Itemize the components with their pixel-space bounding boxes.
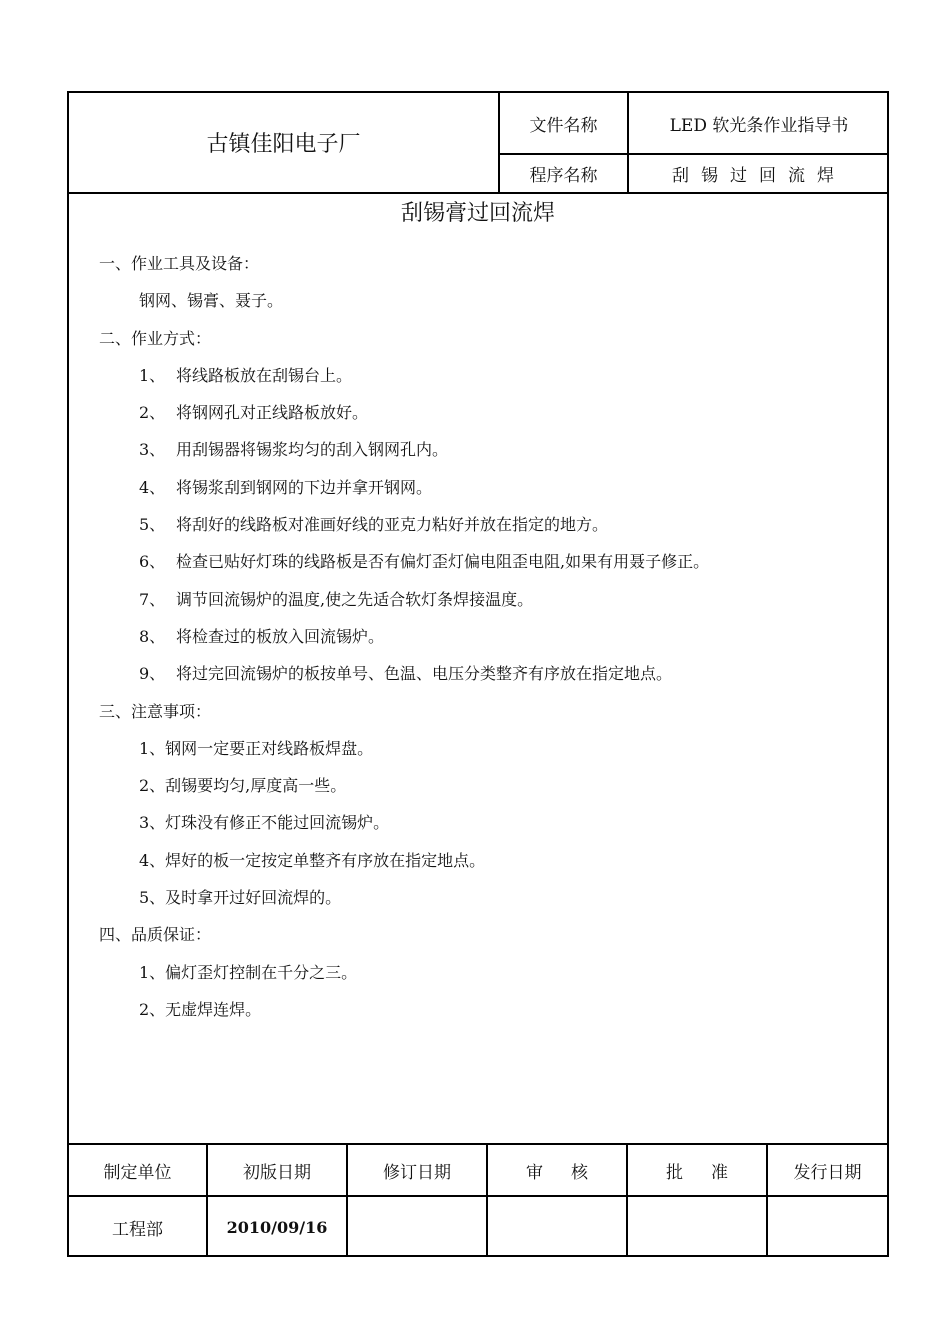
section-heading: 四、品质保证： [99,925,212,945]
step-number: 7、 [139,589,166,609]
step-number: 6、 [139,552,166,572]
note-item: 1、钢网一定要正对线路板焊盘。 [139,738,374,758]
document-title: 刮锡膏过回流焊 [400,201,555,226]
file-name-label: 文件名称 [500,93,629,155]
step-item [99,618,859,655]
value-approve [628,1197,768,1257]
header-release-date: 发行日期 [768,1145,887,1197]
value-issuing-unit: 工程部 [69,1197,208,1257]
section-heading: 三、注意事项： [99,701,212,721]
step-number: 3、 [139,440,166,460]
value-revision-date [348,1197,488,1257]
tools-list: 钢网、锡膏、聂子。 [139,291,284,311]
value-release-date [768,1197,887,1257]
step-text: 将锡浆刮到钢网的下边并拿开钢网。 [176,477,433,497]
value-review [488,1197,628,1257]
step-text: 将过完回流锡炉的板按单号、色温、电压分类整齐有序放在指定地点。 [176,664,673,684]
step-item [99,581,859,618]
step-text: 将检查过的板放入回流锡炉。 [176,626,385,646]
step-text: 将刮好的线路板对准画好线的亚克力粘好并放在指定的地方。 [176,515,609,535]
step-item [99,357,859,394]
document-content [99,245,859,1028]
step-number: 2、 [139,403,166,423]
section-heading: 二、作业方式： [99,328,212,348]
quality-item: 1、偏灯歪灯控制在千分之三。 [139,962,358,982]
step-text: 将线路板放在刮锡台上。 [176,365,353,385]
step-text: 检查已贴好灯珠的线路板是否有偏灯歪灯偏电阻歪电阻,如果有用聂子修正。 [176,552,710,572]
step-number: 4、 [139,477,166,497]
step-item [99,394,859,431]
header-first-edition-date: 初版日期 [208,1145,348,1197]
quality-item: 2、无虚焊连焊。 [139,999,262,1019]
value-first-edition-date: 2010/09/16 [208,1197,348,1257]
header-revision-date: 修订日期 [348,1145,488,1197]
note-item: 4、焊好的板一定按定单整齐有序放在指定地点。 [139,850,486,870]
step-item [99,655,859,692]
header-review: 审核 [488,1145,628,1197]
note-item: 3、灯珠没有修正不能过回流锡炉。 [139,813,390,833]
company-name: 古镇佳阳电子厂 [69,93,500,194]
file-name-value: LED 软光条作业指导书 [629,93,889,155]
step-item [99,431,859,468]
step-text: 将钢网孔对正线路板放好。 [176,403,369,423]
section-heading: 一、作业工具及设备： [99,254,260,273]
approval-table [69,1143,887,1257]
step-number: 5、 [139,515,166,535]
step-number: 9、 [139,664,166,684]
step-number: 1、 [139,365,166,385]
step-text: 调节回流锡炉的温度,使之先适合软灯条焊接温度。 [176,589,534,609]
document-form [67,91,889,1257]
step-item [99,506,859,543]
step-item [99,469,859,506]
header-approve: 批准 [628,1145,768,1197]
procedure-name-value: 刮锡过回流焊 [629,155,889,194]
step-text: 用刮锡器将锡浆均匀的刮入钢网孔内。 [176,440,449,460]
procedure-name-label: 程序名称 [500,155,629,194]
note-item: 5、及时拿开过好回流焊的。 [139,888,342,908]
note-item: 2、刮锡要均匀,厚度高一些。 [139,776,347,796]
step-item [99,543,859,580]
step-number: 8、 [139,626,166,646]
header-issuing-unit: 制定单位 [69,1145,208,1197]
